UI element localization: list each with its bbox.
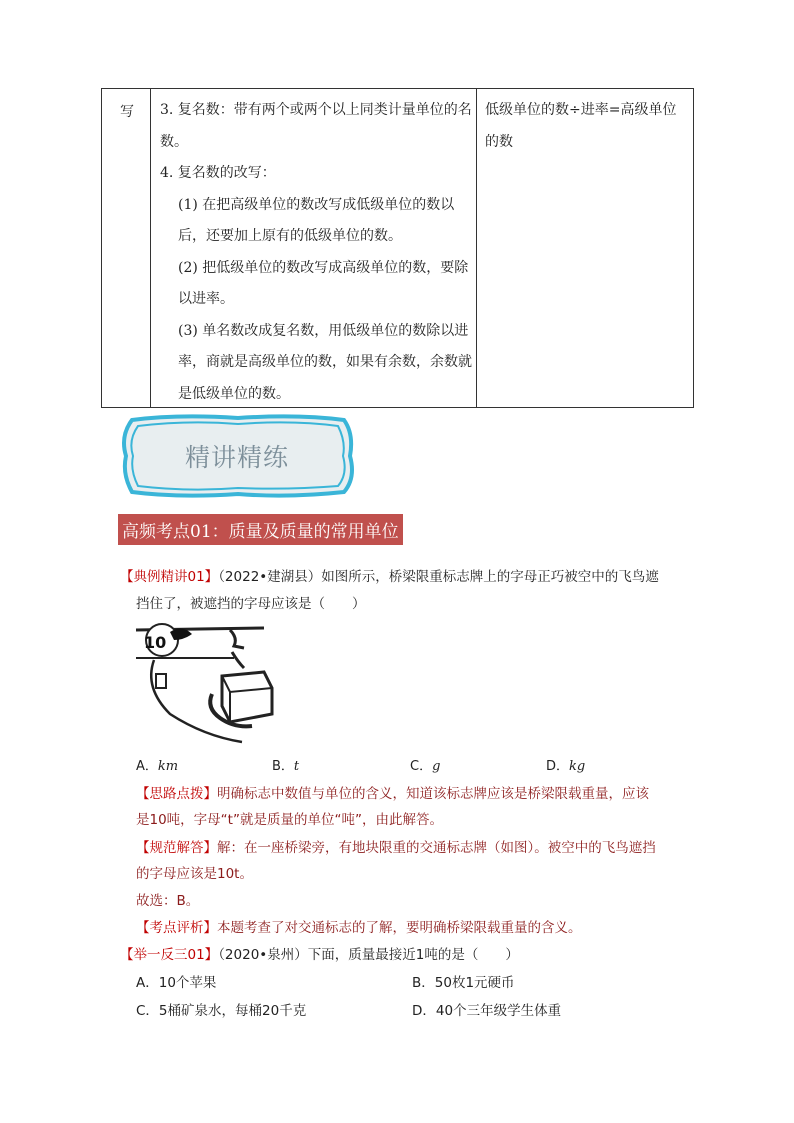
rules-table (101, 88, 694, 408)
table-cell-category: 写 (120, 104, 134, 120)
analysis-tag: 【考点评析】 (136, 920, 217, 936)
practice-source: （2020•泉州） (218, 947, 308, 963)
rule-item: (1) 在把高级单位的数改写成低级单位的数以后，还要加上原有的低级单位的数。 (178, 196, 455, 244)
rule-item: (2) 把低级单位的数改写成高级单位的数，要除以进率。 (178, 259, 469, 307)
option-a: A．km (136, 759, 179, 774)
table-cell-content (160, 95, 475, 410)
sign-number: 10 (144, 633, 167, 652)
practice-tag: 【举一反三01】 (120, 947, 219, 963)
answer-line (136, 836, 656, 856)
table-cell-formula: 低级单位的数÷进率=高级单位的数 (485, 102, 677, 150)
answer-text: 解：在一座桥梁旁，有地块限重的交通标志牌（如图）。被空中的飞鸟遮挡 (217, 840, 656, 856)
answer-tag: 【规范解答】 (136, 840, 217, 856)
practice-option-a: A．10个苹果 (136, 975, 217, 991)
option-c: C．g (410, 759, 441, 774)
section-title: 高频考点01：质量及质量的常用单位 (118, 514, 403, 545)
hint-text: 明确标志中数值与单位的含义，知道该标志牌应该是桥梁限载重量，应该 (217, 786, 649, 802)
banner-title: 精讲精练 (185, 443, 290, 472)
rule-item: 3. 复名数：带有两个或两个以上同类计量单位的名数。 (160, 102, 472, 150)
example-question: 如图所示，桥梁限重标志牌上的字母正巧被空中的飞鸟遮 (321, 569, 659, 585)
option-b: B．t (272, 759, 300, 774)
practice-option-c: C．5桶矿泉水，每桶20千克 (136, 1003, 307, 1019)
hint-line-2: 是10吨，字母“t”就是质量的单位“吨”，由此解答。 (136, 812, 443, 828)
practice-question-line (120, 943, 519, 963)
hint-tag: 【思路点拨】 (136, 786, 217, 802)
rule-item: 4. 复名数的改写： (160, 165, 276, 181)
rule-item: (3) 单名数改成复名数，用低级单位的数除以进率，商就是高级单位的数，如果有余数，余数就是低级单位的数。 (178, 322, 472, 402)
example-question-line (120, 565, 659, 585)
practice-option-b: B．50枚1元硬币 (412, 975, 515, 991)
answer-choice: 故选：B。 (136, 893, 200, 909)
practice-question: 下面，质量最接近1吨的是（ ） (307, 947, 519, 963)
example-tag: 【典例精讲01】 (120, 569, 219, 585)
example-question-line-2: 挡住了，被遮挡的字母应该是（ ） (136, 596, 366, 612)
hint-line (136, 782, 649, 802)
answer-line-2: 的字母应该是10t。 (136, 866, 253, 882)
analysis-line (136, 916, 582, 936)
example-source: （2022•建湖县） (218, 569, 322, 585)
table-divider (150, 89, 151, 407)
option-d: D．kg (546, 759, 586, 774)
bridge-sign-figure (134, 618, 274, 746)
analysis-text: 本题考查了对交通标志的了解，要明确桥梁限载重量的含义。 (217, 920, 582, 936)
practice-option-d: D．40个三年级学生体重 (412, 1003, 562, 1019)
table-divider (476, 89, 477, 407)
